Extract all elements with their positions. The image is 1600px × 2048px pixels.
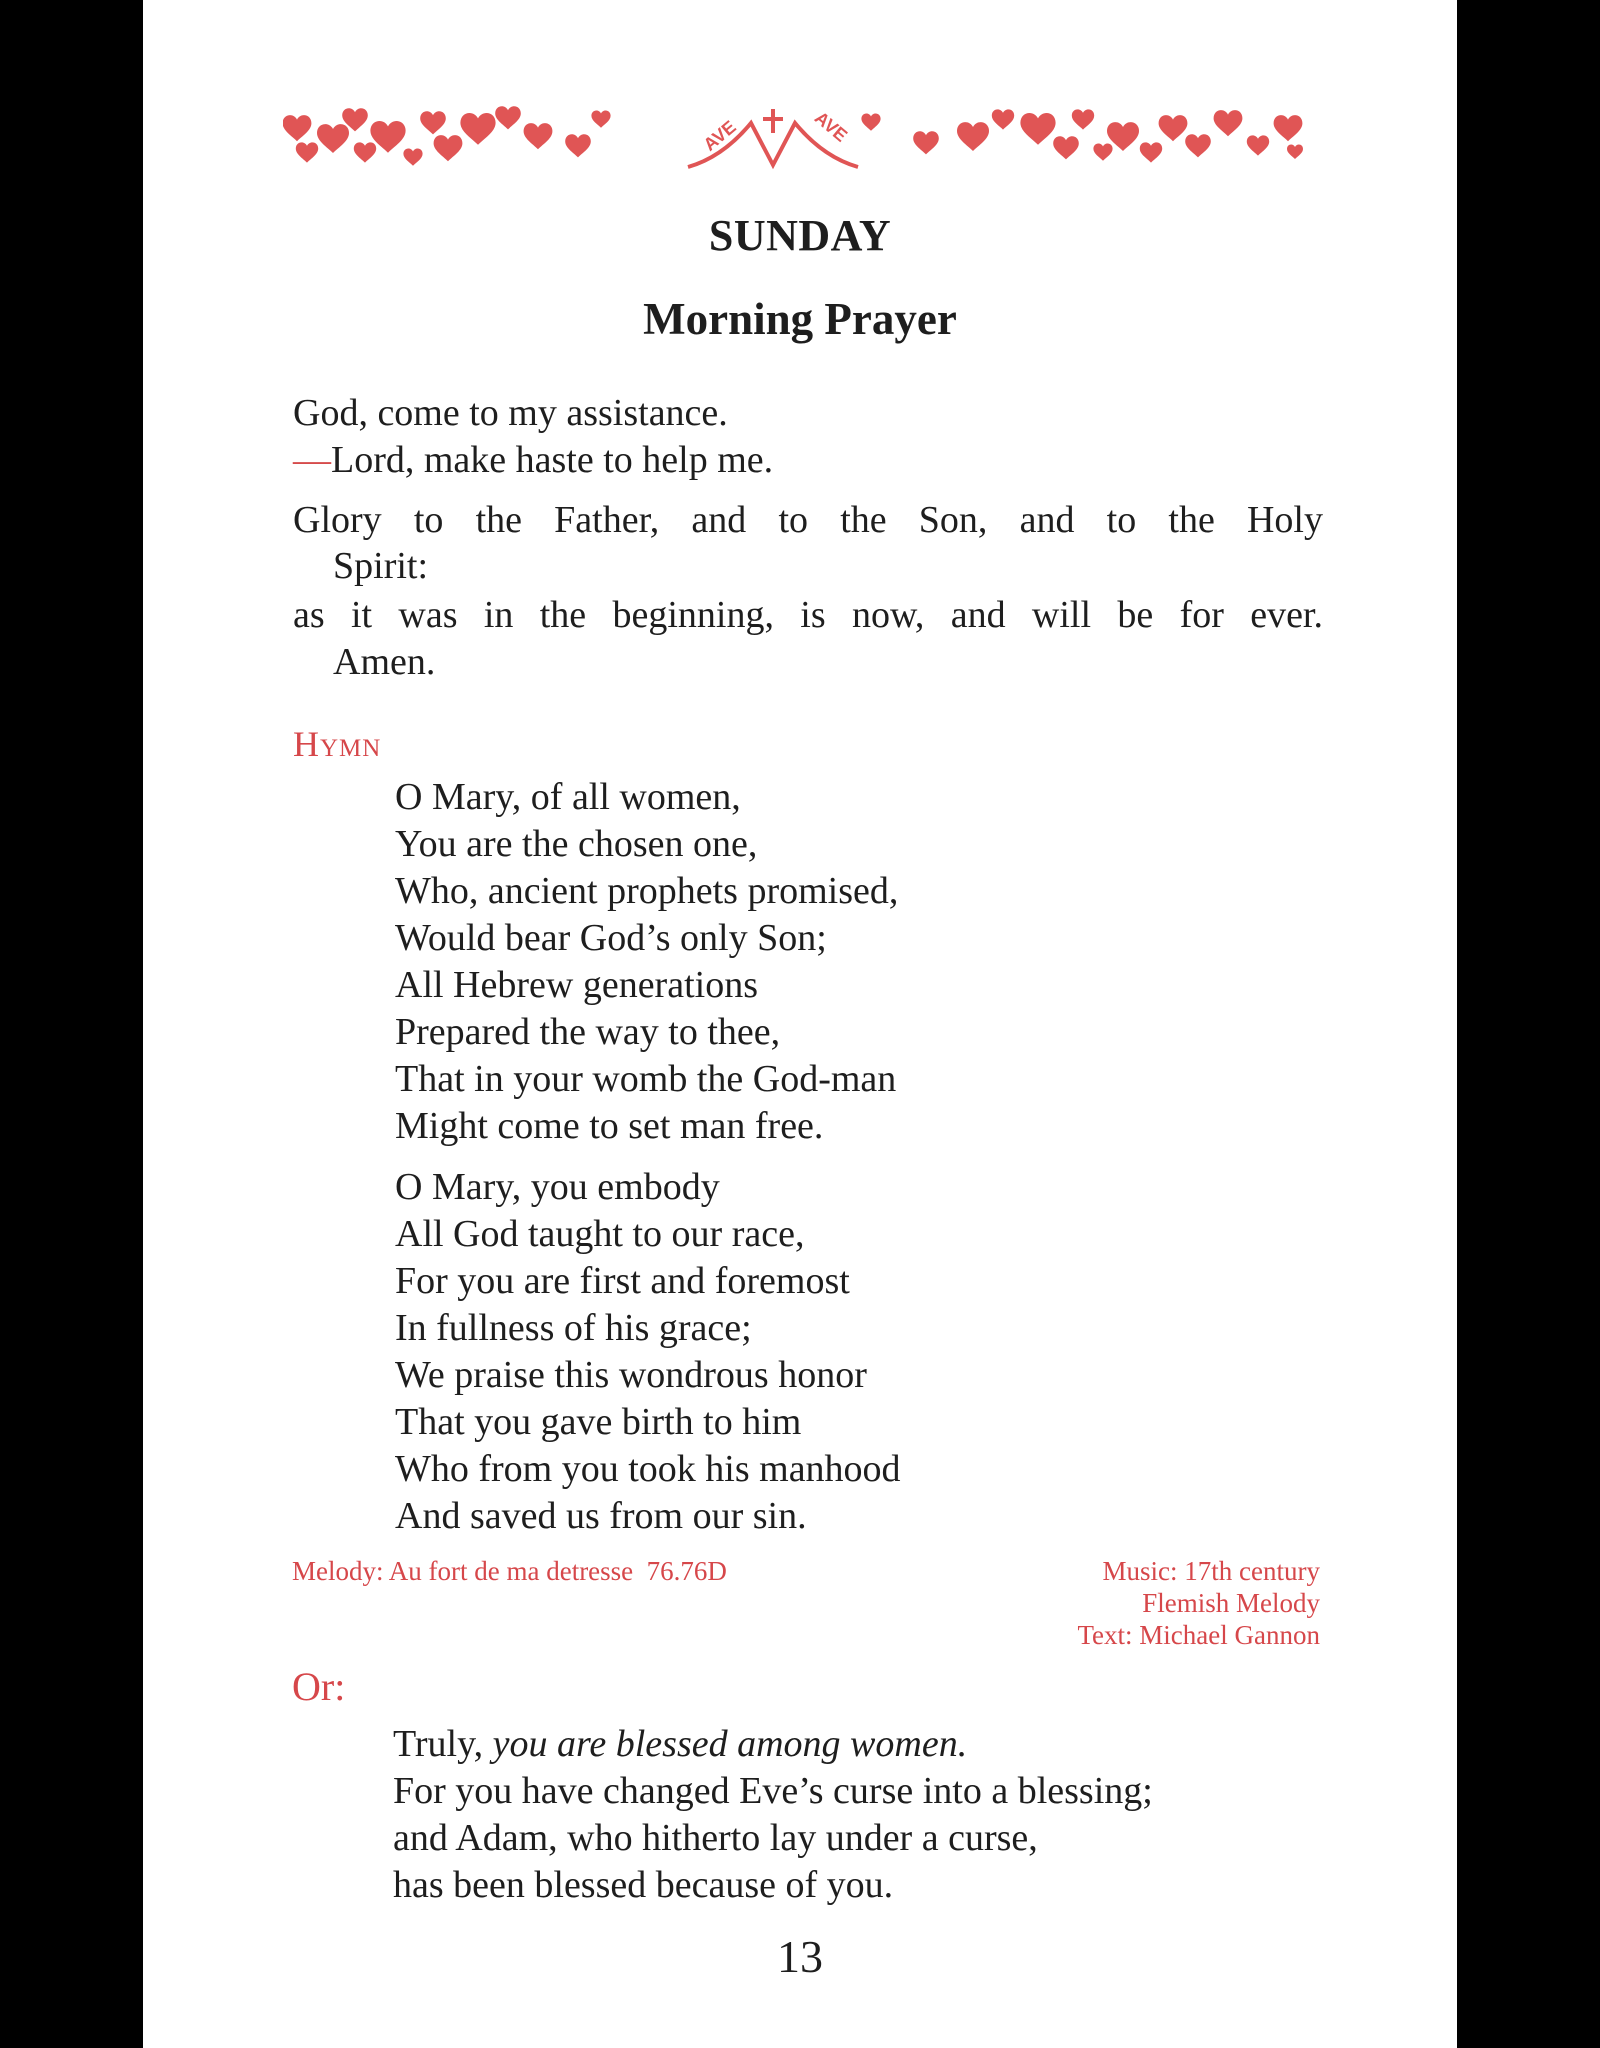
hymn-line: O Mary, of all women, <box>395 776 741 818</box>
hearts-banner-icon <box>283 95 1323 175</box>
hymn-line: Prepared the way to thee, <box>395 1011 781 1053</box>
alternative-line: and Adam, who hitherto lay under a curse, <box>393 1817 1038 1859</box>
hymn-line: In fullness of his grace; <box>395 1307 752 1349</box>
hymn-line: All Hebrew generations <box>395 964 758 1006</box>
text-credit: Text: Michael Gannon <box>1077 1620 1320 1650</box>
music-credit-line-1: Music: 17th century <box>1102 1556 1320 1586</box>
hymn-line: Who, ancient prophets promised, <box>395 870 899 912</box>
hymn-line: You are the chosen one, <box>395 823 758 865</box>
hymn-line: O Mary, you embody <box>395 1166 720 1208</box>
hymn-line: Who from you took his manhood <box>395 1448 901 1490</box>
section-title: Morning Prayer <box>643 294 957 344</box>
page-number: 13 <box>777 1931 823 1982</box>
svg-text:AVE: AVE <box>699 116 740 155</box>
hymn-line: We praise this wondrous honor <box>395 1354 867 1396</box>
hymn-line: That in your womb the God-man <box>395 1058 897 1100</box>
response-text: Lord, make haste to help me. <box>331 439 774 481</box>
hymn-line: That you gave birth to him <box>395 1401 802 1443</box>
alternative-line-1 <box>393 1725 967 1763</box>
or-label: Or: <box>292 1664 346 1709</box>
alternative-line-1-italic: you are blessed among women. <box>492 1723 968 1765</box>
response <box>293 441 773 479</box>
hymn-line: Might come to set man free. <box>395 1105 824 1147</box>
page-title: SUNDAY <box>708 211 892 260</box>
alternative-line: has been blessed because of you. <box>393 1864 894 1906</box>
doxology-line-2-cont: Amen. <box>333 641 436 683</box>
response-dash: — <box>293 439 331 481</box>
doxology-line-1: Glory to the Father, and to the Son, and to the Holy <box>293 499 1323 541</box>
alternative-line: For you have changed Eve’s curse into a blessing; <box>393 1770 1153 1812</box>
doxology-line-2: as it was in the beginning, is now, and will be for ever. <box>293 594 1323 636</box>
svg-text:AVE: AVE <box>810 107 852 146</box>
versicle: God, come to my assistance. <box>293 392 728 434</box>
hymn-line: And saved us from our sin. <box>395 1495 807 1537</box>
hymn-line: Would bear God’s only Son; <box>395 917 827 959</box>
alternative-line-1-plain: Truly, <box>393 1723 493 1765</box>
melody-credit: Melody: Au fort de ma detresse 76.76D <box>292 1556 727 1586</box>
hymn-label: Hymn <box>293 724 382 764</box>
doxology-line-1-cont: Spirit: <box>333 545 429 587</box>
music-credit-line-2: Flemish Melody <box>1142 1588 1320 1618</box>
hymn-line: For you are first and foremost <box>395 1260 850 1302</box>
hymn-line: All God taught to our race, <box>395 1213 805 1255</box>
